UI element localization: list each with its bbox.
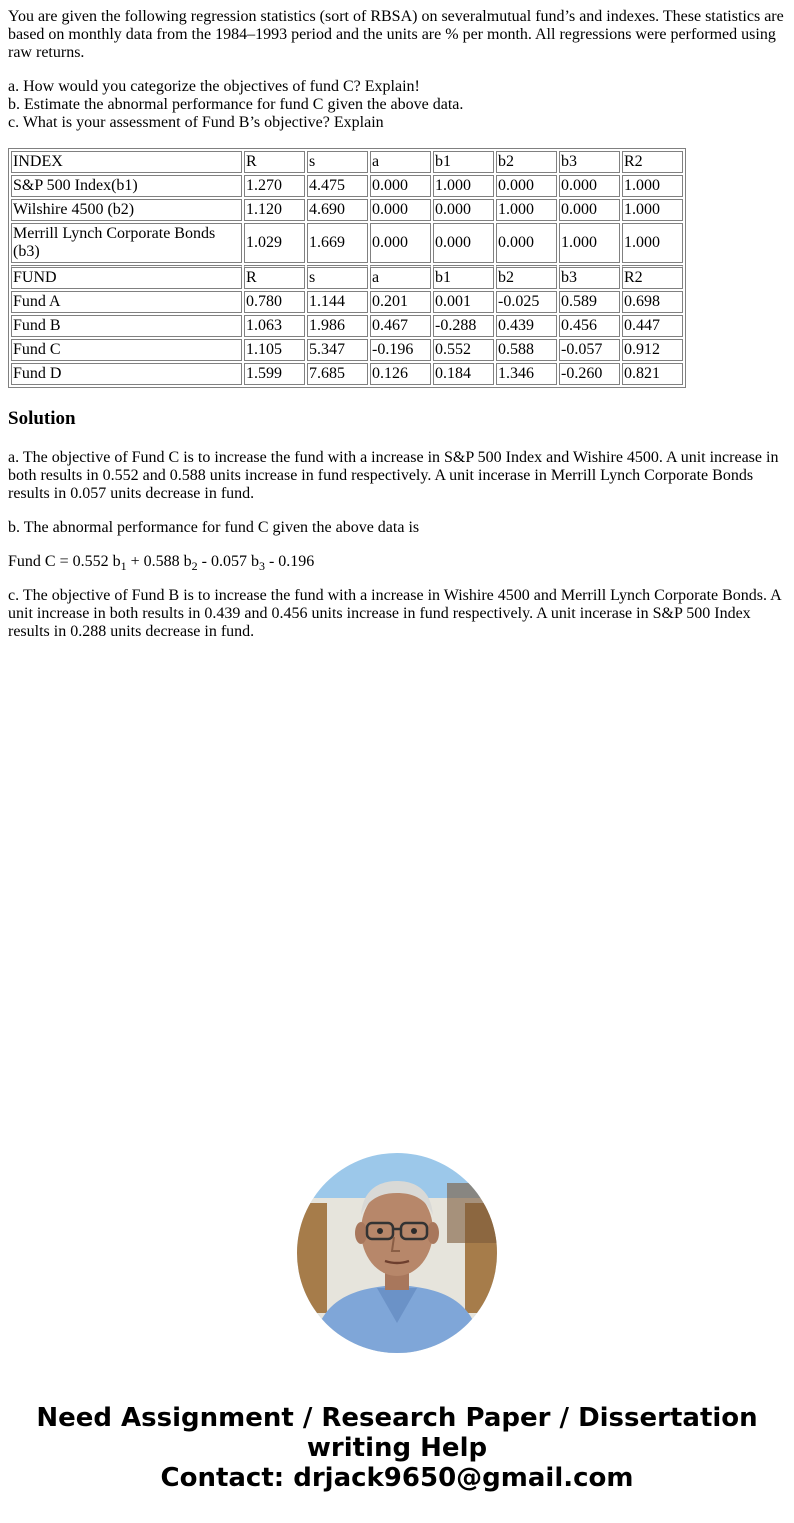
solution-heading: Solution — [8, 408, 76, 429]
table-cell: 1.029 — [244, 223, 305, 263]
header-cell: R2 — [622, 265, 683, 289]
table-cell: 1.599 — [244, 363, 305, 385]
table-cell: -0.057 — [559, 339, 620, 361]
header-cell: b3 — [559, 151, 620, 173]
header-cell: FUND — [11, 265, 242, 289]
table-cell: 0.126 — [370, 363, 431, 385]
equation-subscript: 1 — [120, 559, 127, 574]
solution-part-c: c. The objective of Fund B is to increase the fund with a increase in Wishire 4500 and Merrill Lynch Corporate Bonds. A unit increase in both results in 0.439 and 0.456 units increase in fund respectively. A unit incerase in S&P 500 Index results in 0.288 units decrease in fund. — [8, 587, 781, 640]
table-cell: 0.201 — [370, 291, 431, 313]
contact-footer — [0, 1403, 794, 1493]
table-cell: 1.105 — [244, 339, 305, 361]
table-cell: 1.669 — [307, 223, 368, 263]
question-a: a. How would you categorize the objectives of fund C? Explain! — [8, 78, 420, 95]
equation-text: - 0.196 — [264, 553, 315, 570]
table-cell: 1.000 — [622, 223, 683, 263]
question-list — [8, 78, 786, 132]
table-cell: 0.589 — [559, 291, 620, 313]
table-cell: 0.456 — [559, 315, 620, 337]
header-cell: a — [370, 265, 431, 289]
table-cell: 4.475 — [307, 175, 368, 197]
row-label: Fund A — [11, 291, 242, 313]
row-label: Fund D — [11, 363, 242, 385]
table-cell: 0.467 — [370, 315, 431, 337]
row-label: Fund B — [11, 315, 242, 337]
header-cell: s — [307, 151, 368, 173]
fund-header-row — [11, 265, 683, 289]
table-cell: -0.260 — [559, 363, 620, 385]
question-c: c. What is your assessment of Fund B’s objective? Explain — [8, 114, 384, 131]
table-cell: 4.690 — [307, 199, 368, 221]
author-photo — [297, 1153, 497, 1353]
header-cell: R — [244, 265, 305, 289]
table-cell: 0.000 — [433, 199, 494, 221]
table-cell: 0.000 — [370, 175, 431, 197]
table-cell: 1.063 — [244, 315, 305, 337]
header-cell: b1 — [433, 265, 494, 289]
header-cell: R2 — [622, 151, 683, 173]
table-cell: 0.001 — [433, 291, 494, 313]
row-label: Wilshire 4500 (b2) — [11, 199, 242, 221]
question-b: b. Estimate the abnormal performance for fund C given the above data. — [8, 96, 464, 113]
table-cell: 1.120 — [244, 199, 305, 221]
table-cell: 7.685 — [307, 363, 368, 385]
table-row — [11, 315, 683, 337]
table-cell: 0.588 — [496, 339, 557, 361]
table-row — [11, 363, 683, 385]
table-cell: 0.000 — [496, 175, 557, 197]
table-cell: 1.986 — [307, 315, 368, 337]
table-cell: 1.270 — [244, 175, 305, 197]
table-cell: 1.000 — [559, 223, 620, 263]
solution-part-b: b. The abnormal performance for fund C given the above data is — [8, 519, 420, 536]
table-cell: 0.000 — [496, 223, 557, 263]
author-photo-illustration — [297, 1153, 497, 1353]
solution-part-a: a. The objective of Fund C is to increase the fund with a increase in S&P 500 Index and Wishire 4500. A unit increase in both results in 0.552 and 0.588 units increase in fund respectively. A unit incerase in Merrill Lynch Corporate Bonds results in 0.057 units decrease in fund. — [8, 449, 779, 502]
table-row — [11, 223, 683, 263]
table-cell: 0.552 — [433, 339, 494, 361]
table-cell: 0.912 — [622, 339, 683, 361]
table-cell: 0.000 — [559, 199, 620, 221]
table-cell: 0.000 — [370, 223, 431, 263]
equation-text: - 0.057 b — [197, 553, 259, 570]
table-cell: -0.196 — [370, 339, 431, 361]
header-cell: b3 — [559, 265, 620, 289]
table-cell: 1.000 — [433, 175, 494, 197]
table-cell: 1.000 — [622, 175, 683, 197]
table-cell: -0.288 — [433, 315, 494, 337]
row-label: S&P 500 Index(b1) — [11, 175, 242, 197]
header-cell: R — [244, 151, 305, 173]
table-row — [11, 291, 683, 313]
header-cell: s — [307, 265, 368, 289]
footer-contact-line: Contact: drjack9650@gmail.com — [160, 1463, 634, 1493]
header-cell: b2 — [496, 265, 557, 289]
header-cell: a — [370, 151, 431, 173]
table-row — [11, 339, 683, 361]
equation-text: + 0.588 b — [126, 553, 192, 570]
table-cell: -0.025 — [496, 291, 557, 313]
table-cell: 5.347 — [307, 339, 368, 361]
table-cell: 0.439 — [496, 315, 557, 337]
equation-subscript: 3 — [258, 559, 265, 574]
table-cell: 0.000 — [370, 199, 431, 221]
table-cell: 1.346 — [496, 363, 557, 385]
row-label: Fund C — [11, 339, 242, 361]
table-cell: 0.821 — [622, 363, 683, 385]
equation-text: Fund C = 0.552 b — [8, 553, 121, 570]
table-row — [11, 175, 683, 197]
table-cell: 1.000 — [622, 199, 683, 221]
equation-subscript: 2 — [191, 559, 198, 574]
table-cell: 0.780 — [244, 291, 305, 313]
table-row — [11, 199, 683, 221]
abnormal-performance-equation — [8, 553, 786, 574]
header-cell: b1 — [433, 151, 494, 173]
row-label: Merrill Lynch Corporate Bonds (b3) — [11, 223, 242, 263]
table-cell: 0.447 — [622, 315, 683, 337]
table-cell: 0.000 — [433, 223, 494, 263]
footer-help-line: Need Assignment / Research Paper / Dissertation writing Help — [36, 1403, 758, 1463]
header-cell: INDEX — [11, 151, 242, 173]
regression-table — [8, 148, 686, 388]
table-cell: 0.000 — [559, 175, 620, 197]
header-cell: b2 — [496, 151, 557, 173]
document-body — [0, 0, 794, 641]
table-cell: 0.184 — [433, 363, 494, 385]
index-header-row — [11, 151, 683, 173]
problem-intro: You are given the following regression statistics (sort of RBSA) on severalmutual fund’s and indexes. These statistics are based on monthly data from the 1984–1993 period and the units are % per month. All regressions were performed using raw returns. — [8, 8, 784, 61]
table-cell: 1.000 — [496, 199, 557, 221]
table-cell: 0.698 — [622, 291, 683, 313]
table-cell: 1.144 — [307, 291, 368, 313]
